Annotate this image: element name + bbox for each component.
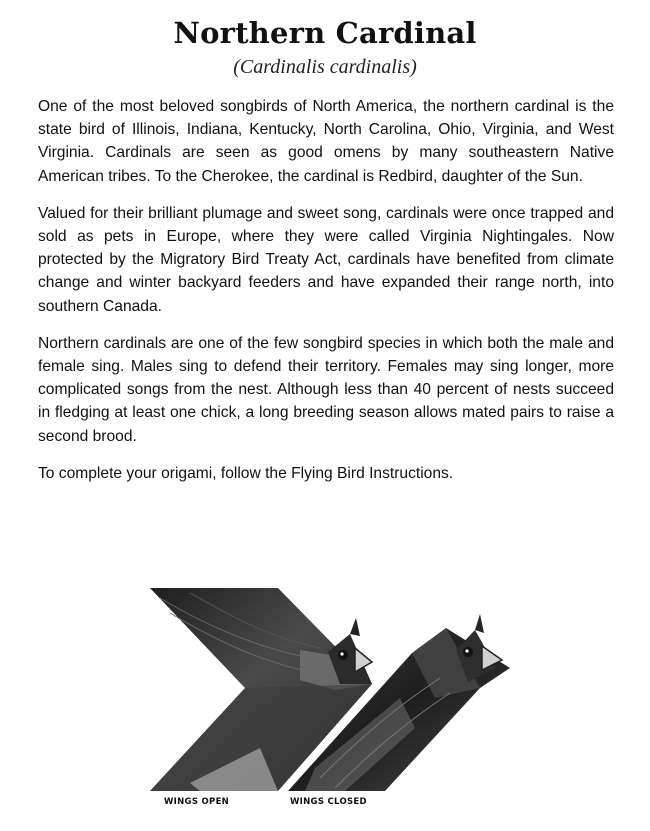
- paragraph-1: One of the most beloved songbirds of North America, the northern cardinal is the state bird of Illinois, Indiana, Kentucky, North Carolina, Ohio, Virginia, and West Virginia. Cardinals are seen as good omens by many southeastern Native American tribes. To the Cherokee, the cardinal is Redbird, daughter of the Sun.: [38, 98, 614, 185]
- caption-wings-open: WINGS OPEN: [164, 797, 230, 807]
- paragraph-2: Valued for their brilliant plumage and sweet song, cardinals were once trapped and sold as pets in Europe, where they were called Virginia Nightingales. Now protected by the Migratory Bird Treaty Act, cardinals have benefited from climate change and winter backyard feeders and have expanded their range north, into southern Canada.: [38, 204, 614, 315]
- caption-wings-closed: WINGS CLOSED: [290, 797, 367, 807]
- scientific-name: (Cardinalis cardinalis): [233, 56, 417, 78]
- article-body: [38, 95, 614, 499]
- paragraph-4: To complete your origami, follow the Flying Bird Instructions.: [38, 464, 454, 482]
- page-title: Northern Cardinal: [173, 16, 477, 50]
- origami-bird-illustration: [150, 588, 510, 793]
- paragraph-3: Northern cardinals are one of the few songbird species in which both the male and female sing. Males sing to defend their territory. Females may sing longer, more complicated songs from the nest. Although less than 40 percent of nests succeed in fledging at least one chick, a long breeding season allows mated pairs to raise a second brood.: [38, 334, 614, 445]
